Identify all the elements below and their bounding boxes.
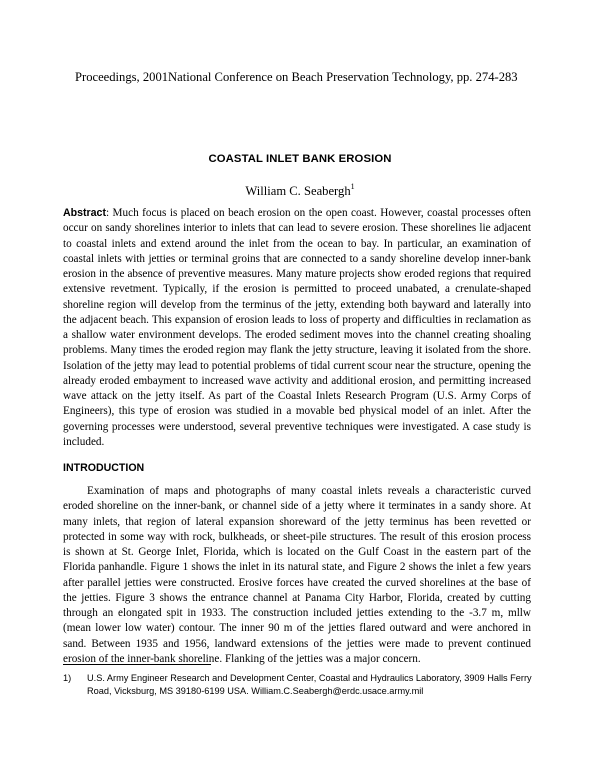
footnote-text: U.S. Army Engineer Research and Development Center, Coastal and Hydraulics Laboratory, 3909 Halls Ferry Road, Vicksburg, MS 39180-6199 USA. William.C.Seabergh@erdc.usace.army.mil bbox=[87, 673, 532, 696]
footnote-number: 1) bbox=[63, 673, 72, 683]
abstract-text: : Much focus is placed on beach erosion on the open coast. However, coastal processes often occur on sandy shorelines interior to inlets that can lead to severe erosion. These shorelines lie adjacent to coastal inlets and extend around the inlet from the ocean to bay. In particular, an examination of coastal inlets with jetties or terminal groins that are connected to a sandy shoreline develop inner-bank erosion in the absence of preventive measures. Many mature projects show eroded regions that required extensive revetment. Typically, if the erosion is permitted to proceed unabated, a crenulate-shaped shoreline region will develop from the terminus of the jetty, extending both bayward and laterally into the adjacent beach. This expansion of erosion leads to loss of property and difficulties in reclamation as a shallow water environment develops. The eroded sediment moves into the channel creating shoaling problems. Many times the eroded region may flank the jetty structure, leaving it isolated from the shore. Isolation of the jetty may lead to potential problems of tidal current scour near the structure, opening the already eroded embayment to increased wave activity and additional erosion, and permitting increased wave attack on the jetty itself. As part of the Coastal Inlets Research Program (U.S. Army Corps of Engineers), this type of erosion was studied in a movable bed physical model of an inlet. After the governing processes were understood, several preventive techniques were investigated. A case study is included. bbox=[63, 207, 531, 448]
footnote-divider bbox=[63, 664, 211, 665]
author-line bbox=[0, 180, 600, 199]
proceedings-header: Proceedings, 2001National Conference on Beach Preservation Technology, pp. 274-283 bbox=[75, 70, 518, 84]
author-name: William C. Seabergh bbox=[245, 184, 351, 199]
introduction-paragraph: Examination of maps and photographs of many coastal inlets reveals a characteristic curved eroded shoreline on the inner-bank, or channel side of a jetty where it terminates in a sandy shore. At many inlets, that region of lateral expansion shoreward of the jetty terminus has been revetted or protected in some way with rock, bulkheads, or sheet-pile structures. The result of this erosion process is shown at St. George Inlet, Florida, which is located on the Gulf Coast in the eastern part of the Florida panhandle. Figure 1 shows the inlet in its natural state, and Figure 2 shows the inlet a few years after parallel jetties were constructed. Erosive forces have created the curved shorelines at the base of the jetties. Figure 3 shows the entrance channel at Panama City Harbor, Florida, created by cutting through an elongated spit in 1933. The construction included jetties extending to the -3.7 m, mllw (mean lower low water) contour. The inner 90 m of the jetties flared outward and were anchored in sand. Between 1935 and 1956, landward extensions of the jetties were made to prevent continued erosion of the inner-bank shoreline. Flanking of the jetties was a major concern. bbox=[63, 485, 531, 665]
paper-title: COASTAL INLET BANK EROSION bbox=[208, 153, 392, 165]
abstract-label: Abstract bbox=[63, 207, 106, 219]
author-footnote-marker: 1 bbox=[350, 182, 355, 191]
section-heading-introduction: INTRODUCTION bbox=[63, 462, 145, 474]
footnote bbox=[63, 672, 543, 698]
abstract-paragraph bbox=[63, 206, 531, 450]
